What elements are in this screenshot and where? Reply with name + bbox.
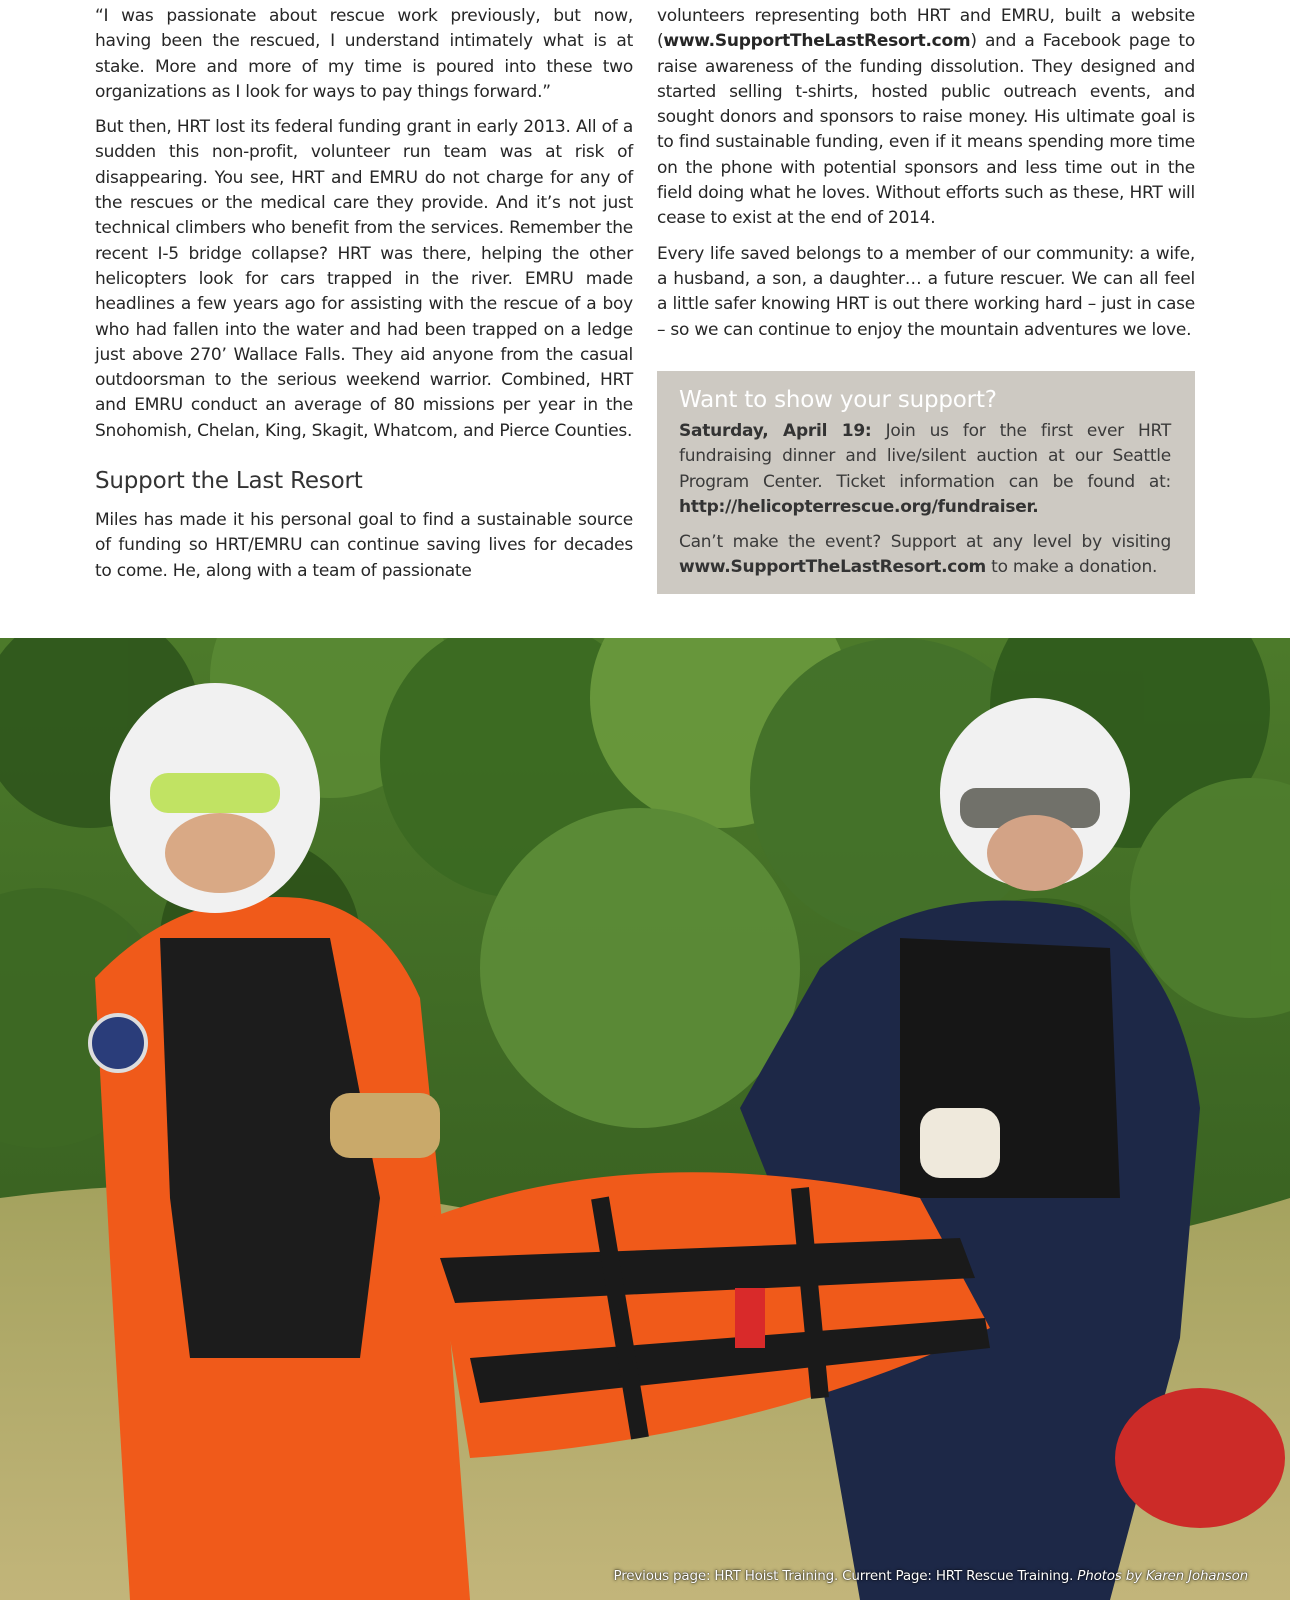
quote-paragraph: “I was passionate about rescue work previously, but now, having been the rescued, I understand intimately what is at stake. More and more of my time is poured into these two organizations as I look for ways to pay things forward.”	[95, 6, 633, 102]
event-date: Saturday, April 19:	[679, 421, 872, 441]
funding-paragraph: But then, HRT lost its federal funding grant in early 2013. All of a sudden this non-profit, volunteer run team was at risk of disappearing. You see, HRT and EMRU do not charge for any of the rescues or the medical care they provide. And it’s not just technical climbers who benefit from the services. Remember the recent I-5 bridge collapse? HRT was there, helping the other helicopters look for cars trapped in the river. EMRU made headlines a few years ago for assisting with the rescue of a boy who had fallen into the water and had been trapped on a ledge just above 270’ Wallace Falls. They aid anyone from the casual outdoorsman to the serious weekend warrior. Combined, HRT and EMRU conduct an average of 80 missions per year in the Snohomish, Chelan, King, Skagit, Whatcom, and Pierce Counties.	[95, 117, 633, 441]
photo-illustration	[0, 638, 1290, 1600]
goal-paragraph: Miles has made it his personal goal to find a sustainable source of funding so HRT/EMRU can continue saving lives for decades to come. He, along with a team of passionate	[95, 510, 633, 581]
right-column	[657, 4, 1195, 353]
text-span: ) and a Facebook page to raise awareness of the funding dissolution. They designed and started selling t-shirts, hosted public outreach events, and sought donors and sponsors to raise money. His ultimate goal is to find sustainable funding, even if it means spending more time on the phone with potential sponsors and less time out in the field doing what he loves. Without efforts such as these, HRT will cease to exist at the end of 2014.	[657, 31, 1195, 229]
text-span: Join us for the first ever HRT fundraising dinner and live/silent auction at our Seattle Program Center. Ticket information can be found at:	[679, 421, 1171, 492]
website-link[interactable]: www.SupportTheLastResort.com	[663, 31, 971, 52]
rescue-training-photo	[0, 638, 1290, 1600]
text-span: Can’t make the event? Support at any level by visiting	[679, 532, 1171, 553]
event-paragraph	[679, 419, 1171, 520]
photo-credit: Photos by Karen Johanson	[1077, 1568, 1248, 1584]
callout-title: Want to show your support?	[679, 387, 997, 413]
text-span: volunteers representing both HRT and EMRU, built a website (	[657, 6, 1195, 52]
community-paragraph: Every life saved belongs to a member of our community: a wife, a husband, a son, a daughter… a future rescuer. We can all feel a little safer knowing HRT is out there working hard – just in case – so we can continue to enjoy the mountain adventures we love.	[657, 243, 1195, 340]
donate-link[interactable]: www.SupportTheLastResort.com	[679, 557, 986, 578]
fundraiser-link[interactable]: http://helicopterrescue.org/fundraiser.	[679, 496, 1039, 517]
left-column	[95, 4, 633, 594]
photo-caption	[614, 1568, 1248, 1584]
support-callout	[657, 371, 1195, 594]
volunteers-paragraph	[657, 4, 1195, 232]
caption-text: Previous page: HRT Hoist Training. Current Page: HRT Rescue Training.	[613, 1568, 1074, 1584]
text-span: to make a donation.	[986, 557, 1158, 578]
section-heading: Support the Last Resort	[95, 468, 363, 495]
donate-paragraph	[679, 530, 1171, 581]
